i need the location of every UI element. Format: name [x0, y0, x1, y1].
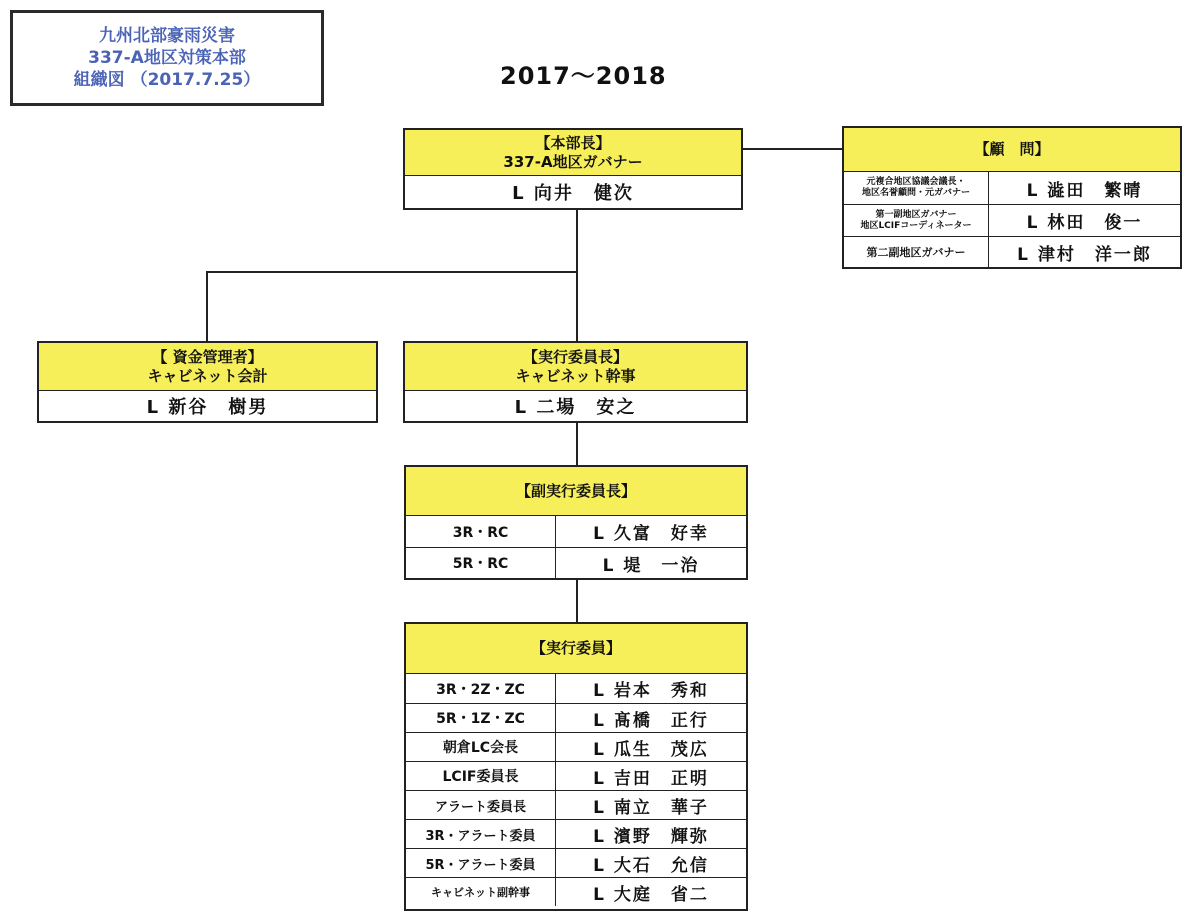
exec-chair-header [405, 343, 746, 391]
exec-chair-role: 【実行委員長】 [522, 347, 628, 366]
advisors-header: 【顧 問】 [844, 128, 1180, 172]
connector-branch-horizontal [206, 271, 578, 273]
advisor-row [844, 172, 1180, 204]
hq-role: 【本部長】 [535, 133, 611, 152]
committee-row [406, 732, 746, 761]
hq-name: L 向井 健次 [512, 183, 634, 204]
committee-position: アラート委員長 [406, 791, 556, 819]
committee-row [406, 761, 746, 790]
advisor-position: 第二副地区ガバナー [844, 237, 989, 267]
advisors-box [842, 126, 1182, 269]
advisor-name: L 津村 洋一郎 [1017, 244, 1152, 265]
committee-row [406, 877, 746, 906]
chart-title-box [10, 10, 324, 106]
committee-rows [406, 674, 746, 906]
committee-name: L 瓜生 茂広 [593, 739, 709, 760]
committee-header: 【実行委員】 [406, 624, 746, 674]
title-line-3: 組織図 （2017.7.25） [73, 70, 261, 90]
committee-position: 5R・1Z・ZC [406, 704, 556, 732]
title-line-2: 337-A地区対策本部 [88, 48, 246, 68]
committee-row [406, 848, 746, 877]
vice-chair-row [406, 547, 746, 578]
committee-name: L 髙橋 正行 [593, 710, 709, 731]
committee-row [406, 819, 746, 848]
vice-chair-position: 5R・RC [406, 548, 556, 578]
vice-chair-name: L 堤 一治 [602, 555, 700, 576]
advisor-position: 元複合地区協議会議長・ 地区名誉顧問・元ガバナー [844, 172, 989, 204]
vice-chair-rows [406, 516, 746, 578]
exec-chair-box [403, 341, 748, 423]
committee-box [404, 622, 748, 911]
advisor-name: L 林田 俊一 [1026, 213, 1143, 233]
year-range: 2017～2018 [500, 62, 667, 90]
vice-chair-header: 【副実行委員長】 [406, 467, 746, 516]
hq-header [405, 130, 741, 176]
committee-name: L 岩本 秀和 [593, 681, 709, 701]
advisor-name: L 澁田 繁晴 [1026, 180, 1143, 201]
committee-position: 3R・アラート委員 [406, 820, 556, 848]
hq-title: 337-A地区ガバナー [503, 152, 643, 171]
committee-position: キャビネット副幹事 [406, 878, 556, 906]
committee-name: L 大石 允信 [593, 855, 709, 876]
committee-row [406, 674, 746, 703]
connector-exec-to-vice [576, 421, 578, 467]
exec-chair-name: L 二場 安之 [514, 397, 637, 418]
treasurer-role: 【 資金管理者】 [152, 347, 263, 366]
vice-chair-name: L 久富 好幸 [593, 524, 709, 544]
exec-chair-title: キャビネット幹事 [515, 366, 636, 385]
connector-vice-to-committee [576, 578, 578, 624]
advisor-position: 第一副地区ガバナー 地区LCIFコーディネーター [844, 205, 989, 236]
vice-chair-box [404, 465, 748, 580]
committee-position: LCIF委員長 [406, 762, 556, 790]
committee-name: L 大庭 省二 [593, 884, 709, 905]
advisors-rows [844, 172, 1180, 267]
title-line-1: 九州北部豪雨災害 [99, 26, 235, 46]
advisor-row [844, 236, 1180, 267]
committee-position: 3R・2Z・ZC [406, 674, 556, 703]
vice-chair-row [406, 516, 746, 547]
committee-row [406, 790, 746, 819]
committee-row [406, 703, 746, 732]
committee-name: L 濱野 輝弥 [593, 826, 709, 847]
connector-hq-advisors [741, 148, 844, 150]
treasurer-title: キャビネット会計 [147, 366, 268, 385]
hq-box [403, 128, 743, 210]
committee-position: 5R・アラート委員 [406, 849, 556, 877]
connector-hq-down [576, 208, 578, 341]
committee-name: L 南立 華子 [593, 797, 709, 818]
committee-position: 朝倉LC会長 [406, 733, 556, 761]
treasurer-box [37, 341, 378, 423]
advisor-row [844, 204, 1180, 236]
connector-to-treasurer [206, 271, 208, 343]
vice-chair-position: 3R・RC [406, 516, 556, 547]
treasurer-name: L 新谷 樹男 [146, 397, 269, 418]
committee-name: L 吉田 正明 [593, 768, 709, 789]
treasurer-header [39, 343, 376, 391]
